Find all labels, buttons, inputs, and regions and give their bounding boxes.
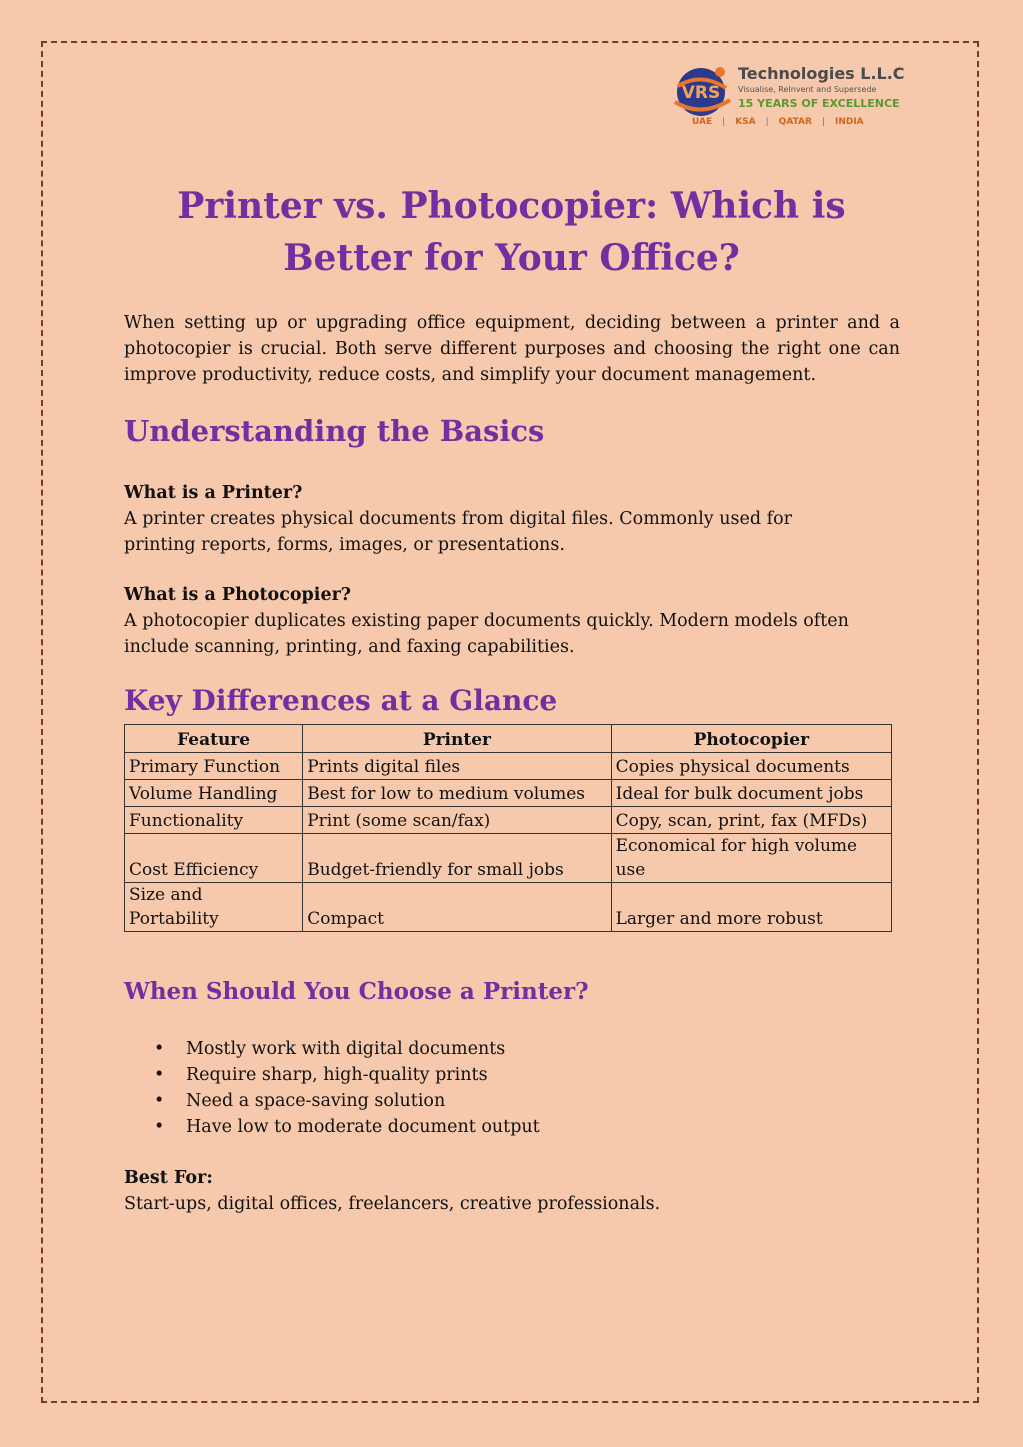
feature-cell: Volume Handling (125, 780, 303, 807)
copier-answer: A photocopier duplicates existing paper documents quickly. Modern models often include scanning, printing, and faxing capabilities. (124, 611, 849, 657)
list-item: • Have low to moderate document output (124, 1114, 540, 1140)
logo-company-name: Technologies L.L.C (738, 64, 905, 83)
country-india: INDIA (834, 117, 864, 127)
printer-answer: A printer creates physical documents from digital files. Commonly used for printing reports, forms, images, or presentations. (124, 509, 792, 555)
table-row (125, 780, 892, 807)
svg-text:VRS: VRS (681, 83, 721, 103)
header-printer: Printer (303, 725, 611, 753)
printer-cell: Prints digital files (303, 753, 611, 780)
printer-cell: Best for low to medium volumes (303, 780, 611, 807)
feature-cell: Cost Efficiency (125, 834, 303, 883)
table-row (125, 753, 892, 780)
header-feature: Feature (125, 725, 303, 753)
logo-tagline: Visualise, ReInvent and Supersede (738, 85, 877, 94)
table-header-row (125, 725, 892, 753)
photocopier-cell: Copy, scan, print, fax (MFDs) (611, 807, 891, 834)
table-row (125, 807, 892, 834)
choose-printer-heading: When Should You Choose a Printer? (124, 978, 589, 1005)
intro-paragraph: When setting up or upgrading office equipment, deciding between a printer and a photocopier is crucial. Both serve different purposes and choosing the right one can improve productivity, reduce costs, and simplify your document management. (124, 313, 900, 385)
differences-heading: Key Differences at a Glance (124, 684, 558, 717)
printer-reasons-list (124, 1036, 540, 1140)
printer-cell: Budget-friendly for small jobs (303, 834, 611, 883)
table-row (125, 883, 892, 932)
printer-question: What is a Printer? (124, 483, 303, 503)
comparison-table (124, 724, 892, 932)
logo-years: 15 YEARS OF EXCELLENCE (738, 97, 900, 110)
photocopier-cell: Economical for high volume use (611, 834, 891, 883)
copier-question: What is a Photocopier? (124, 585, 352, 605)
country-qatar: QATAR (778, 117, 812, 127)
best-for-label: Best For: (124, 1168, 213, 1188)
photocopier-cell: Copies physical documents (611, 753, 891, 780)
list-item: • Need a space-saving solution (124, 1088, 540, 1114)
feature-cell: Functionality (125, 807, 303, 834)
photocopier-cell: Larger and more robust (611, 883, 891, 932)
header-photocopier: Photocopier (611, 725, 891, 753)
printer-cell: Compact (303, 883, 611, 932)
page-title: Printer vs. Photocopier: Which is Better for Your Office? (177, 185, 846, 279)
feature-cell: Size and Portability (125, 883, 303, 932)
photocopier-cell: Ideal for bulk document jobs (611, 780, 891, 807)
logo-countries: UAE | KSA | QATAR | INDIA (692, 117, 864, 127)
globe-logo-icon (670, 66, 736, 120)
printer-cell: Print (some scan/fax) (303, 807, 611, 834)
country-ksa: KSA (735, 117, 756, 127)
company-logo (670, 60, 910, 140)
country-uae: UAE (692, 117, 713, 127)
list-item: • Mostly work with digital documents (124, 1036, 540, 1062)
table-row (125, 834, 892, 883)
basics-heading: Understanding the Basics (124, 414, 545, 448)
best-for-text: Start-ups, digital offices, freelancers, creative professionals. (124, 1194, 661, 1214)
list-item: • Require sharp, high-quality prints (124, 1062, 540, 1088)
feature-cell: Primary Function (125, 753, 303, 780)
